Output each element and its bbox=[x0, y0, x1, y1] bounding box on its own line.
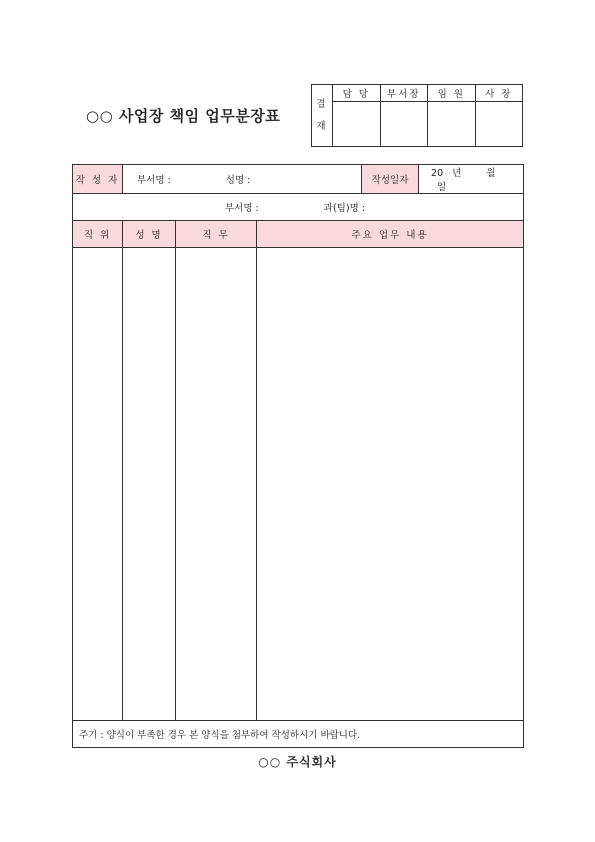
approval-table bbox=[311, 84, 523, 147]
approval-caption-2: 재 bbox=[316, 120, 328, 132]
col-header-duty: 직 무 bbox=[176, 221, 257, 248]
approval-sign-president[interactable] bbox=[475, 102, 523, 147]
date-year-unit: 년 bbox=[452, 168, 462, 179]
writer-label: 작 성 자 bbox=[73, 165, 123, 194]
approval-header-manager: 부서장 bbox=[380, 85, 428, 102]
duty-column-cell[interactable] bbox=[176, 248, 257, 721]
writer-info-field[interactable] bbox=[123, 165, 362, 194]
duty-form-table bbox=[72, 164, 524, 748]
dept-team-row[interactable] bbox=[73, 194, 524, 221]
approval-sign-staff[interactable] bbox=[333, 102, 381, 147]
approval-header-executive: 임 원 bbox=[428, 85, 476, 102]
approval-caption bbox=[312, 85, 333, 147]
date-day-unit: 일 bbox=[437, 182, 447, 193]
main-tasks-column-cell[interactable] bbox=[257, 248, 524, 721]
approval-sign-executive[interactable] bbox=[428, 102, 476, 147]
team-row-label: 과(팀)명 : bbox=[323, 203, 365, 214]
date-label: 작성일자 bbox=[362, 165, 419, 194]
position-column-cell[interactable] bbox=[73, 248, 123, 721]
approval-caption-1: 결 bbox=[316, 98, 328, 110]
date-year: 20 bbox=[431, 168, 444, 179]
col-header-name: 성 명 bbox=[123, 221, 176, 248]
person-name-label: 성명 : bbox=[225, 175, 251, 186]
date-field[interactable] bbox=[419, 165, 524, 194]
name-column-cell[interactable] bbox=[123, 248, 176, 721]
company-name: ○○ 주식회사 bbox=[258, 755, 337, 769]
col-header-position: 직 위 bbox=[73, 221, 123, 248]
col-header-main-tasks: 주요 업무 내용 bbox=[257, 221, 524, 248]
date-month-unit: 월 bbox=[486, 168, 496, 179]
approval-header-president: 사 장 bbox=[475, 85, 523, 102]
note-row bbox=[73, 721, 524, 748]
dept-row-label: 부서명 : bbox=[225, 203, 259, 214]
approval-header-staff: 담 당 bbox=[333, 85, 381, 102]
document-title: ○○ 사업장 책임 업무분장표 bbox=[86, 107, 281, 125]
dept-name-label: 부서명 : bbox=[137, 175, 171, 186]
note-text: 주기 : 양식이 부족한 경우 본 양식을 첨부하여 작성하시기 바랍니다. bbox=[79, 730, 361, 741]
approval-sign-manager[interactable] bbox=[380, 102, 428, 147]
